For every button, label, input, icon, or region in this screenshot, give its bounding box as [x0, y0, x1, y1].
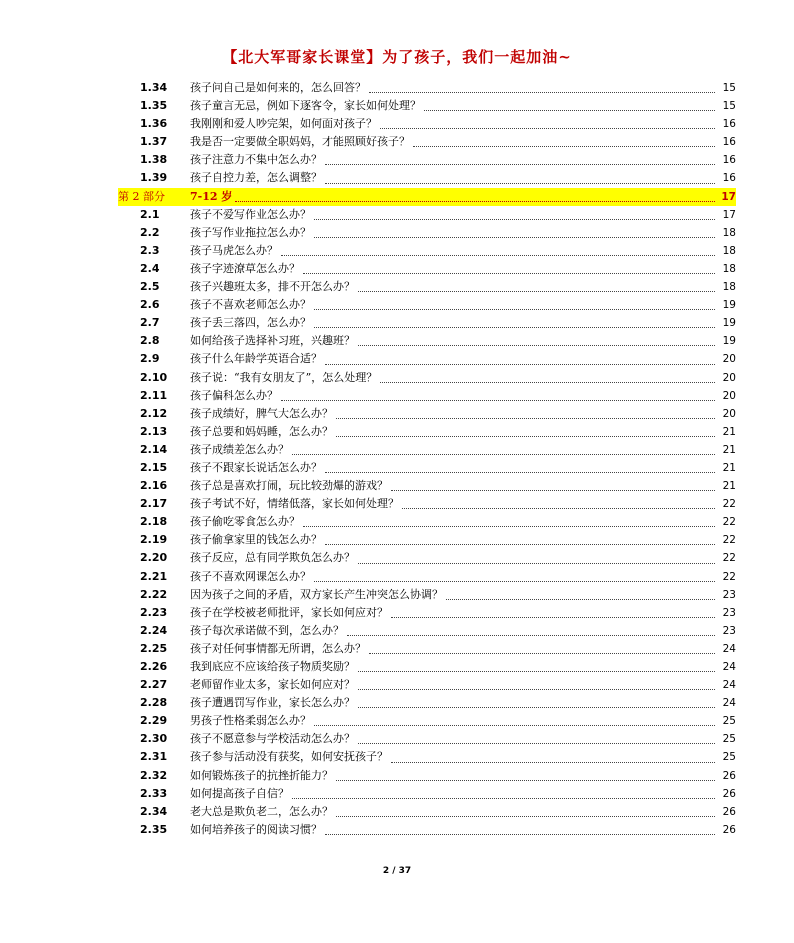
toc-entry-number	[118, 423, 190, 441]
toc-entry-page: 19	[722, 299, 736, 312]
toc-entry[interactable]	[118, 423, 736, 441]
toc-entry-page: 25	[722, 751, 736, 764]
toc-dot-leader	[325, 182, 715, 184]
toc-entry-title: 孩子总要和妈妈睡，怎么办？	[190, 424, 333, 438]
toc-dot-leader	[325, 163, 715, 165]
toc-entry[interactable]	[118, 748, 736, 766]
toc-entry-number-text: 2.3	[140, 243, 160, 257]
toc-entry-number	[118, 405, 190, 423]
toc-entry[interactable]	[118, 549, 736, 567]
toc-entry[interactable]	[118, 206, 736, 224]
toc-entry-number	[118, 151, 190, 169]
toc-entry-number-text: 2.21	[140, 569, 168, 583]
toc-entry-number	[118, 296, 190, 314]
toc-entry[interactable]	[118, 730, 736, 748]
toc-entry-title: 7-12 岁	[190, 189, 233, 203]
toc-entry-number	[118, 568, 190, 586]
toc-entry-number	[118, 224, 190, 242]
toc-entry-title: 孩子成绩好，脾气大怎么办？	[190, 406, 333, 420]
toc-entry-title: 我刚刚和爱人吵完架，如何面对孩子？	[190, 117, 377, 131]
toc-entry-number-text: 2.1	[140, 207, 160, 221]
toc-entry[interactable]	[118, 477, 736, 495]
toc-entry-number-text: 2.24	[140, 623, 168, 637]
toc-entry-page: 24	[722, 661, 736, 673]
toc-dot-leader	[325, 363, 715, 365]
toc-entry-title: 孩子成绩差怎么办？	[190, 442, 289, 456]
toc-entry-number-text: 1.38	[140, 153, 168, 167]
toc-dot-leader	[391, 616, 715, 618]
toc-entry-page: 21	[722, 480, 736, 493]
toc-entry-title: 孩子不喜欢老师怎么办？	[190, 298, 311, 312]
toc-entry[interactable]	[118, 97, 736, 115]
toc-entry-number-text: 1.37	[140, 135, 168, 149]
toc-entry[interactable]	[118, 586, 736, 604]
toc-entry-number-text: 2.14	[140, 442, 168, 456]
toc-entry-page: 19	[722, 335, 736, 348]
toc-dot-leader	[413, 145, 715, 147]
toc-entry-page: 16	[722, 118, 736, 131]
toc-dot-leader	[391, 761, 715, 763]
toc-entry[interactable]	[118, 767, 736, 785]
toc-entry-page: 22	[722, 498, 736, 511]
toc-entry-number-text: 2.29	[140, 714, 168, 728]
toc-entry[interactable]	[118, 387, 736, 405]
toc-entry-title: 孩子偏科怎么办？	[190, 388, 278, 402]
toc-entry-page: 24	[722, 642, 736, 655]
toc-entry-number-text: 2.35	[140, 822, 168, 836]
toc-entry-number	[118, 658, 190, 676]
toc-entry-title: 孩子偷吃零食怎么办？	[190, 515, 300, 529]
toc-entry[interactable]	[118, 242, 736, 260]
toc-entry-number-text: 第 2 部分	[118, 189, 165, 203]
toc-entry-title: 孩子总是喜欢打闹，玩比较劲爆的游戏？	[190, 479, 388, 493]
toc-entry-number	[118, 767, 190, 785]
toc-entry-page: 16	[722, 172, 736, 185]
toc-dot-leader	[446, 598, 715, 600]
toc-entry-number-text: 2.9	[140, 352, 160, 366]
toc-entry-title: 孩子注意力不集中怎么办？	[190, 153, 322, 167]
toc-entry[interactable]	[118, 604, 736, 622]
toc-entry[interactable]	[118, 785, 736, 803]
toc-entry-number-text: 2.16	[140, 479, 168, 493]
toc-entry[interactable]	[118, 622, 736, 640]
toc-entry-number	[118, 622, 190, 640]
toc-dot-leader	[358, 688, 715, 690]
toc-dot-leader	[314, 308, 715, 310]
toc-entry-number-text: 2.20	[140, 551, 168, 565]
toc-dot-leader	[336, 435, 715, 437]
toc-part-heading[interactable]	[118, 188, 736, 206]
toc-entry-page: 18	[722, 262, 736, 275]
toc-dot-leader	[402, 507, 715, 509]
toc-entry-number	[118, 97, 190, 115]
toc-dot-leader	[314, 236, 715, 238]
toc-entry-page: 18	[722, 226, 736, 239]
toc-entry-page: 22	[722, 516, 736, 529]
toc-entry-number-text: 2.32	[140, 768, 168, 782]
toc-entry-title: 孩子不跟家长说话怎么办？	[190, 460, 322, 474]
toc-entry-number	[118, 604, 190, 622]
toc-entry-title: 我到底应不应该给孩子物质奖励？	[190, 660, 355, 673]
toc-entry[interactable]	[118, 712, 736, 730]
toc-entry-number	[118, 260, 190, 278]
toc-entry-page: 18	[722, 281, 736, 294]
toc-entry-page: 21	[722, 461, 736, 474]
toc-entry-page: 23	[722, 588, 736, 601]
toc-entry-number	[118, 169, 190, 187]
toc-entry-number	[118, 586, 190, 604]
toc-entry-page: 20	[722, 407, 736, 420]
toc-entry-number	[118, 242, 190, 260]
toc-entry-title: 孩子对任何事情都无所谓，怎么办？	[190, 641, 366, 655]
toc-entry-page: 20	[722, 371, 736, 384]
toc-entry[interactable]	[118, 133, 736, 151]
toc-entry[interactable]	[118, 151, 736, 169]
toc-entry-title: 孩子不喜欢网课怎么办？	[190, 569, 311, 583]
toc-dot-leader	[292, 797, 715, 799]
toc-dot-leader	[281, 399, 715, 401]
toc-entry-number	[118, 785, 190, 803]
toc-entry-number-text: 2.18	[140, 515, 168, 529]
toc-entry-number	[118, 640, 190, 658]
toc-entry-title: 孩子偷拿家里的钱怎么办？	[190, 533, 322, 547]
toc-entry-page: 16	[722, 136, 736, 149]
toc-entry-page: 20	[722, 389, 736, 402]
toc-entry-number-text: 2.15	[140, 460, 168, 474]
toc-entry-number	[118, 369, 190, 387]
toc-entry-number	[118, 676, 190, 694]
toc-entry-page: 18	[722, 244, 736, 257]
toc-entry-number	[118, 332, 190, 350]
toc-entry-page: 25	[722, 715, 736, 728]
toc-entry-title: 孩子遭遇罚写作业，家长怎么办？	[190, 696, 355, 710]
toc-entry[interactable]	[118, 658, 736, 676]
toc-entry[interactable]	[118, 803, 736, 821]
toc-entry-number-text: 2.30	[140, 732, 168, 746]
toc-entry-number	[118, 350, 190, 368]
toc-entry-title: 孩子写作业拖拉怎么办？	[190, 225, 311, 239]
toc-entry-title: 孩子丢三落四，怎么办？	[190, 316, 311, 330]
toc-dot-leader	[347, 634, 715, 636]
toc-dot-leader	[325, 543, 715, 545]
toc-entry-number-text: 2.19	[140, 533, 168, 547]
toc-entry-page: 25	[722, 733, 736, 746]
toc-dot-leader	[336, 417, 715, 419]
toc-entry-title: 如何给孩子选择补习班，兴趣班？	[190, 334, 355, 348]
toc-entry-number	[118, 387, 190, 405]
toc-entry-title: 男孩子性格柔弱怎么办？	[190, 714, 311, 728]
toc-entry-number-text: 2.4	[140, 261, 160, 275]
toc-entry[interactable]	[118, 369, 736, 387]
toc-entry-title: 孩子问自己是如何来的，怎么回答？	[190, 81, 366, 94]
toc-entry-number-text: 2.17	[140, 497, 168, 511]
toc-entry[interactable]	[118, 169, 736, 187]
toc-entry-number-text: 2.5	[140, 280, 160, 294]
toc-entry-page: 15	[722, 100, 736, 113]
toc-entry[interactable]	[118, 821, 736, 839]
toc-entry-title: 孩子每次承诺做不到，怎么办？	[190, 623, 344, 637]
toc-entry[interactable]	[118, 260, 736, 278]
toc-entry-title: 孩子反应，总有同学欺负怎么办？	[190, 551, 355, 565]
toc-entry-page: 26	[722, 787, 736, 800]
toc-entry-number	[118, 115, 190, 133]
toc-entry[interactable]	[118, 278, 736, 296]
toc-dot-leader	[358, 742, 715, 744]
toc-entry-number-text: 2.10	[140, 370, 168, 384]
toc-entry-number-text: 2.6	[140, 298, 160, 312]
toc-entry[interactable]	[118, 296, 736, 314]
toc-entry-number	[118, 748, 190, 766]
toc-entry-title: 如何锻炼孩子的抗挫折能力？	[190, 768, 333, 782]
toc-dot-leader	[336, 779, 715, 781]
toc-entry-number-text: 2.31	[140, 750, 168, 764]
toc-dot-leader	[424, 109, 715, 111]
toc-entry-page: 17	[722, 208, 736, 221]
toc-entry[interactable]	[118, 332, 736, 350]
toc-entry-number-text: 2.2	[140, 225, 160, 239]
toc-entry-title: 孩子兴趣班太多，排不开怎么办？	[190, 280, 355, 294]
toc-entry[interactable]	[118, 694, 736, 712]
toc-dot-leader	[358, 670, 715, 672]
toc-dot-leader	[292, 453, 715, 455]
toc-entry-number	[118, 821, 190, 839]
toc-entry-number-text: 2.28	[140, 696, 168, 710]
toc-entry-page: 21	[722, 425, 736, 438]
toc-entry-number	[118, 513, 190, 531]
toc-entry-page: 16	[722, 154, 736, 167]
toc-dot-leader	[314, 580, 715, 582]
toc-entry-number	[118, 441, 190, 459]
page-header-title: 【北大军哥家长课堂】为了孩子，我们一起加油~	[222, 48, 572, 66]
toc-entry[interactable]	[118, 224, 736, 242]
toc-entry-number	[118, 730, 190, 748]
toc-entry-title: 孩子什么年龄学英语合适？	[190, 352, 322, 366]
toc-entry-number	[118, 477, 190, 495]
toc-entry-page: 22	[722, 552, 736, 565]
toc-entry[interactable]	[118, 350, 736, 368]
toc-entry-number-text: 2.11	[140, 388, 168, 402]
page-number: 2 / 37	[382, 866, 412, 876]
toc-entry[interactable]	[118, 568, 736, 586]
toc-entry-page: 24	[722, 679, 736, 692]
toc-dot-leader	[358, 344, 715, 346]
toc-dot-leader	[369, 652, 715, 654]
toc-entry-title: 孩子考试不好，情绪低落，家长如何处理？	[190, 497, 399, 511]
toc-entry-page: 24	[722, 697, 736, 710]
toc-entry-title: 因为孩子之间的矛盾，双方家长产生冲突怎么协调？	[190, 587, 443, 601]
toc-dot-leader	[325, 833, 715, 835]
toc-entry-page: 19	[722, 317, 736, 330]
toc-entry-title: 孩子参与活动没有获奖，如何安抚孩子？	[190, 750, 388, 764]
toc-entry[interactable]	[118, 405, 736, 423]
toc-entry-title: 孩子不爱写作业怎么办？	[190, 207, 311, 221]
toc-entry-number-text: 1.39	[140, 171, 168, 185]
toc-entry-number-text: 2.12	[140, 406, 168, 420]
toc-dot-leader	[314, 326, 715, 328]
toc-entry-number	[118, 79, 190, 97]
toc-dot-leader	[369, 91, 715, 93]
toc-entry[interactable]	[118, 495, 736, 513]
toc-entry-number	[118, 133, 190, 151]
toc-entry-title: 孩子字迹潦草怎么办？	[190, 261, 300, 275]
toc-entry-number-text: 1.35	[140, 99, 168, 113]
toc-entry-number	[118, 459, 190, 477]
toc-entry-number	[118, 278, 190, 296]
toc-entry[interactable]	[118, 115, 736, 133]
toc-dot-leader	[391, 489, 715, 491]
toc-entry-title: 孩子童言无忌，例如下逐客令，家长如何处理？	[190, 99, 421, 113]
toc-entry-number-text: 2.33	[140, 786, 168, 800]
toc-entry-number	[118, 803, 190, 821]
toc-entry-title: 孩子说：“我有女朋友了”，怎么处理？	[190, 370, 378, 384]
toc-entry-title: 孩子不愿意参与学校活动怎么办？	[190, 732, 355, 746]
toc-entry[interactable]	[118, 79, 736, 97]
toc-entry[interactable]	[118, 513, 736, 531]
toc-dot-leader	[314, 724, 715, 726]
toc-entry-number-text: 2.26	[140, 660, 168, 673]
toc-entry-page: 22	[722, 534, 736, 547]
toc-dot-leader	[325, 471, 715, 473]
toc-entry-title: 如何培养孩子的阅读习惯？	[190, 822, 322, 836]
toc-entry-page: 23	[722, 606, 736, 619]
toc-entry-page: 21	[722, 443, 736, 456]
toc-entry-number-text: 2.25	[140, 641, 168, 655]
toc-entry-page: 26	[722, 823, 736, 836]
toc-entry-number-text: 1.36	[140, 117, 168, 131]
toc-dot-leader	[336, 815, 715, 817]
toc-entry-number-text: 2.34	[140, 804, 168, 818]
toc-entry-page: 26	[722, 769, 736, 782]
toc-entry-number	[118, 712, 190, 730]
toc-entry-number-text: 1.34	[140, 81, 168, 94]
toc-entry-number-text: 2.8	[140, 334, 160, 348]
toc-entry-page: 20	[722, 353, 736, 366]
toc-entry-number	[118, 314, 190, 332]
table-of-contents	[118, 79, 736, 839]
toc-entry-title: 我是否一定要做全职妈妈，才能照顾好孩子？	[190, 135, 410, 149]
toc-entry-page: 17	[721, 190, 736, 203]
toc-dot-leader	[380, 381, 715, 383]
toc-entry-number	[118, 495, 190, 513]
toc-entry[interactable]	[118, 640, 736, 658]
toc-entry-number	[118, 694, 190, 712]
toc-entry-title: 老大总是欺负老二，怎么办？	[190, 804, 333, 818]
toc-entry-title: 老师留作业太多，家长如何应对？	[190, 678, 355, 692]
toc-entry-number	[118, 188, 190, 206]
toc-entry-number-text: 2.22	[140, 587, 168, 601]
toc-entry-number-text: 2.27	[140, 678, 168, 692]
toc-dot-leader	[358, 290, 715, 292]
toc-dot-leader	[235, 200, 715, 202]
toc-entry-number	[118, 531, 190, 549]
toc-entry[interactable]	[118, 314, 736, 332]
toc-entry[interactable]	[118, 459, 736, 477]
toc-entry-number-text: 2.7	[140, 316, 160, 330]
toc-entry-title: 孩子在学校被老师批评，家长如何应对？	[190, 605, 388, 619]
toc-entry-title: 孩子马虎怎么办？	[190, 243, 278, 257]
toc-entry-title: 孩子自控力差，怎么调整？	[190, 171, 322, 185]
toc-entry-title: 如何提高孩子自信？	[190, 786, 289, 800]
toc-entry-number	[118, 206, 190, 224]
toc-dot-leader	[380, 127, 715, 129]
toc-dot-leader	[281, 254, 715, 256]
toc-entry-number-text: 2.13	[140, 424, 168, 438]
toc-entry-page: 22	[722, 570, 736, 583]
toc-entry[interactable]	[118, 676, 736, 694]
toc-dot-leader	[358, 706, 715, 708]
toc-entry[interactable]	[118, 441, 736, 459]
toc-dot-leader	[358, 562, 715, 564]
toc-entry-page: 15	[722, 82, 736, 94]
toc-entry-page: 23	[722, 624, 736, 637]
toc-dot-leader	[314, 218, 715, 220]
toc-entry-page: 26	[722, 805, 736, 818]
toc-dot-leader	[303, 272, 715, 274]
toc-entry-number	[118, 549, 190, 567]
toc-entry-number-text: 2.23	[140, 605, 168, 619]
toc-entry[interactable]	[118, 531, 736, 549]
toc-dot-leader	[303, 525, 715, 527]
